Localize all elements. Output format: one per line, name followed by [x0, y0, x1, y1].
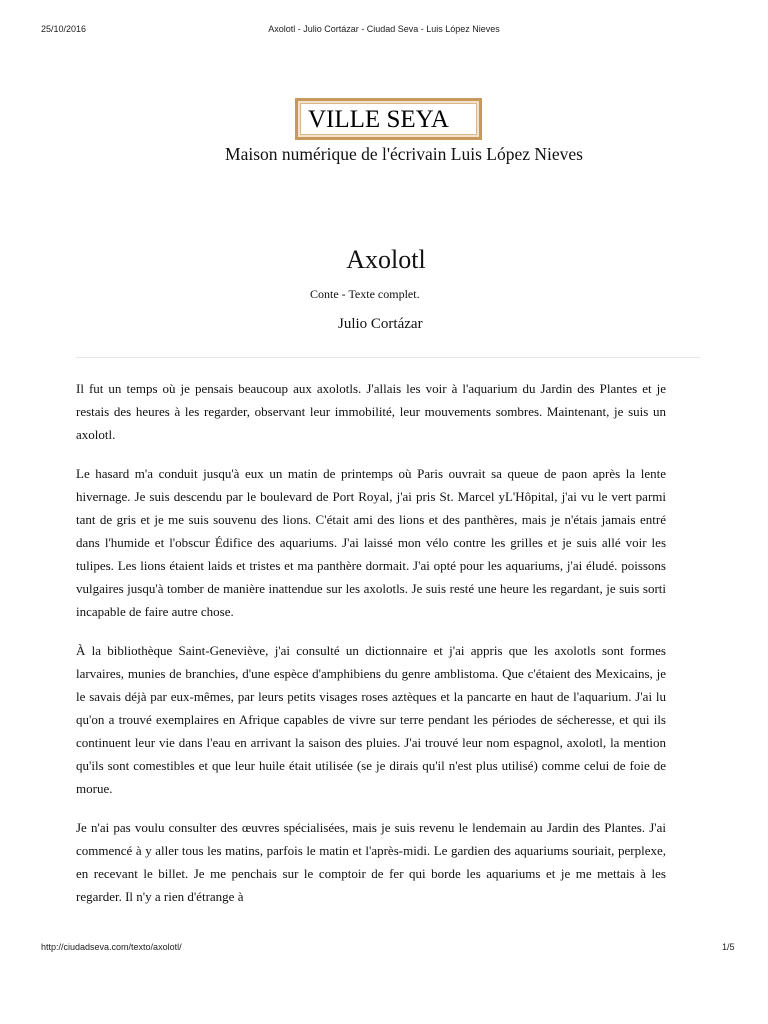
print-url: http://ciudadseva.com/texto/axolotl/	[41, 942, 182, 952]
page-number: 1/5	[722, 942, 735, 952]
site-logo-text: VILLE SEYA	[300, 103, 477, 135]
story-body	[76, 377, 666, 924]
divider	[76, 357, 700, 358]
paragraph-3: À la bibliothèque Saint-Geneviève, j'ai consulté un dictionnaire et j'ai appris que les axolotls sont formes larvaires, munies de branchies, d'une espèce d'amphibiens du genre amblistoma. Que c'étaient des Mexicains, je le savais déjà par eux-mêmes, par leurs petits visages roses aztèques et la pancarte en haut de l'aquarium. J'ai lu qu'on a trouvé exemplaires en Afrique capables de vivre sur terre pendant les périodes de sécheresse, et qui ils continuent leur vie dans l'eau en arrivant la saison des pluies. J'ai trouvé leur nom espagnol, axolotl, la mention qu'ils sont comestibles et que leur huile était utilisée (se je dirais qu'il n'est plus utilisé) comme celui de foie de morue.	[76, 643, 666, 796]
site-subtitle: Maison numérique de l'écrivain Luis López Nieves	[225, 144, 583, 164]
site-logo[interactable]	[295, 98, 482, 140]
story-author: Julio Cortázar	[338, 316, 423, 332]
story-title: Axolotl	[346, 245, 426, 274]
story-subtitle: Conte - Texte complet.	[310, 287, 420, 301]
print-page-title: Axolotl - Julio Cortázar - Ciudad Seva - Luis López Nieves	[268, 24, 500, 34]
print-date: 25/10/2016	[41, 24, 87, 34]
paragraph-4: Je n'ai pas voulu consulter des œuvres spécialisées, mais je suis revenu le lendemain au Jardin des Plantes. J'ai commencé à y aller tous les matins, parfois le matin et l'après-midi. Le gardien des aquariums souriait, perplexe, en recevant le billet. Je me penchais sur le comptoir de fer qui borde les aquariums et je me mettais à les regarder. Il n'y a rien d'étrange à	[76, 820, 666, 904]
paragraph-2: Le hasard m'a conduit jusqu'à eux un matin de printemps où Paris ouvrait sa queue de paon après la lente hivernage. Je suis descendu par le boulevard de Port Royal, j'ai pris St. Marcel yL'Hôpital, j'ai vu le vert parmi tant de gris et je me suis souvenu des lions. C'était ami des lions et des panthères, mais je n'étais jamais entré dans l'humide et l'obscur Édifice des aquariums. J'ai laissé mon vélo contre les grilles et je suis allé voir les tulipes. Les lions étaient laids et tristes et ma panthère dormait. J'ai opté pour les aquariums, j'ai éludé. poissons vulgaires jusqu'à tomber de manière inattendue sur les axolotls. Je suis resté une heure les regardant, je suis sorti incapable de faire autre chose.	[76, 466, 666, 619]
paragraph-1: Il fut un temps où je pensais beaucoup aux axolotls. J'allais les voir à l'aquarium du Jardin des Plantes et je restais des heures à les regarder, observant leur immobilité, leur mouvements sombres. Maintenant, je suis un axolotl.	[76, 381, 666, 442]
